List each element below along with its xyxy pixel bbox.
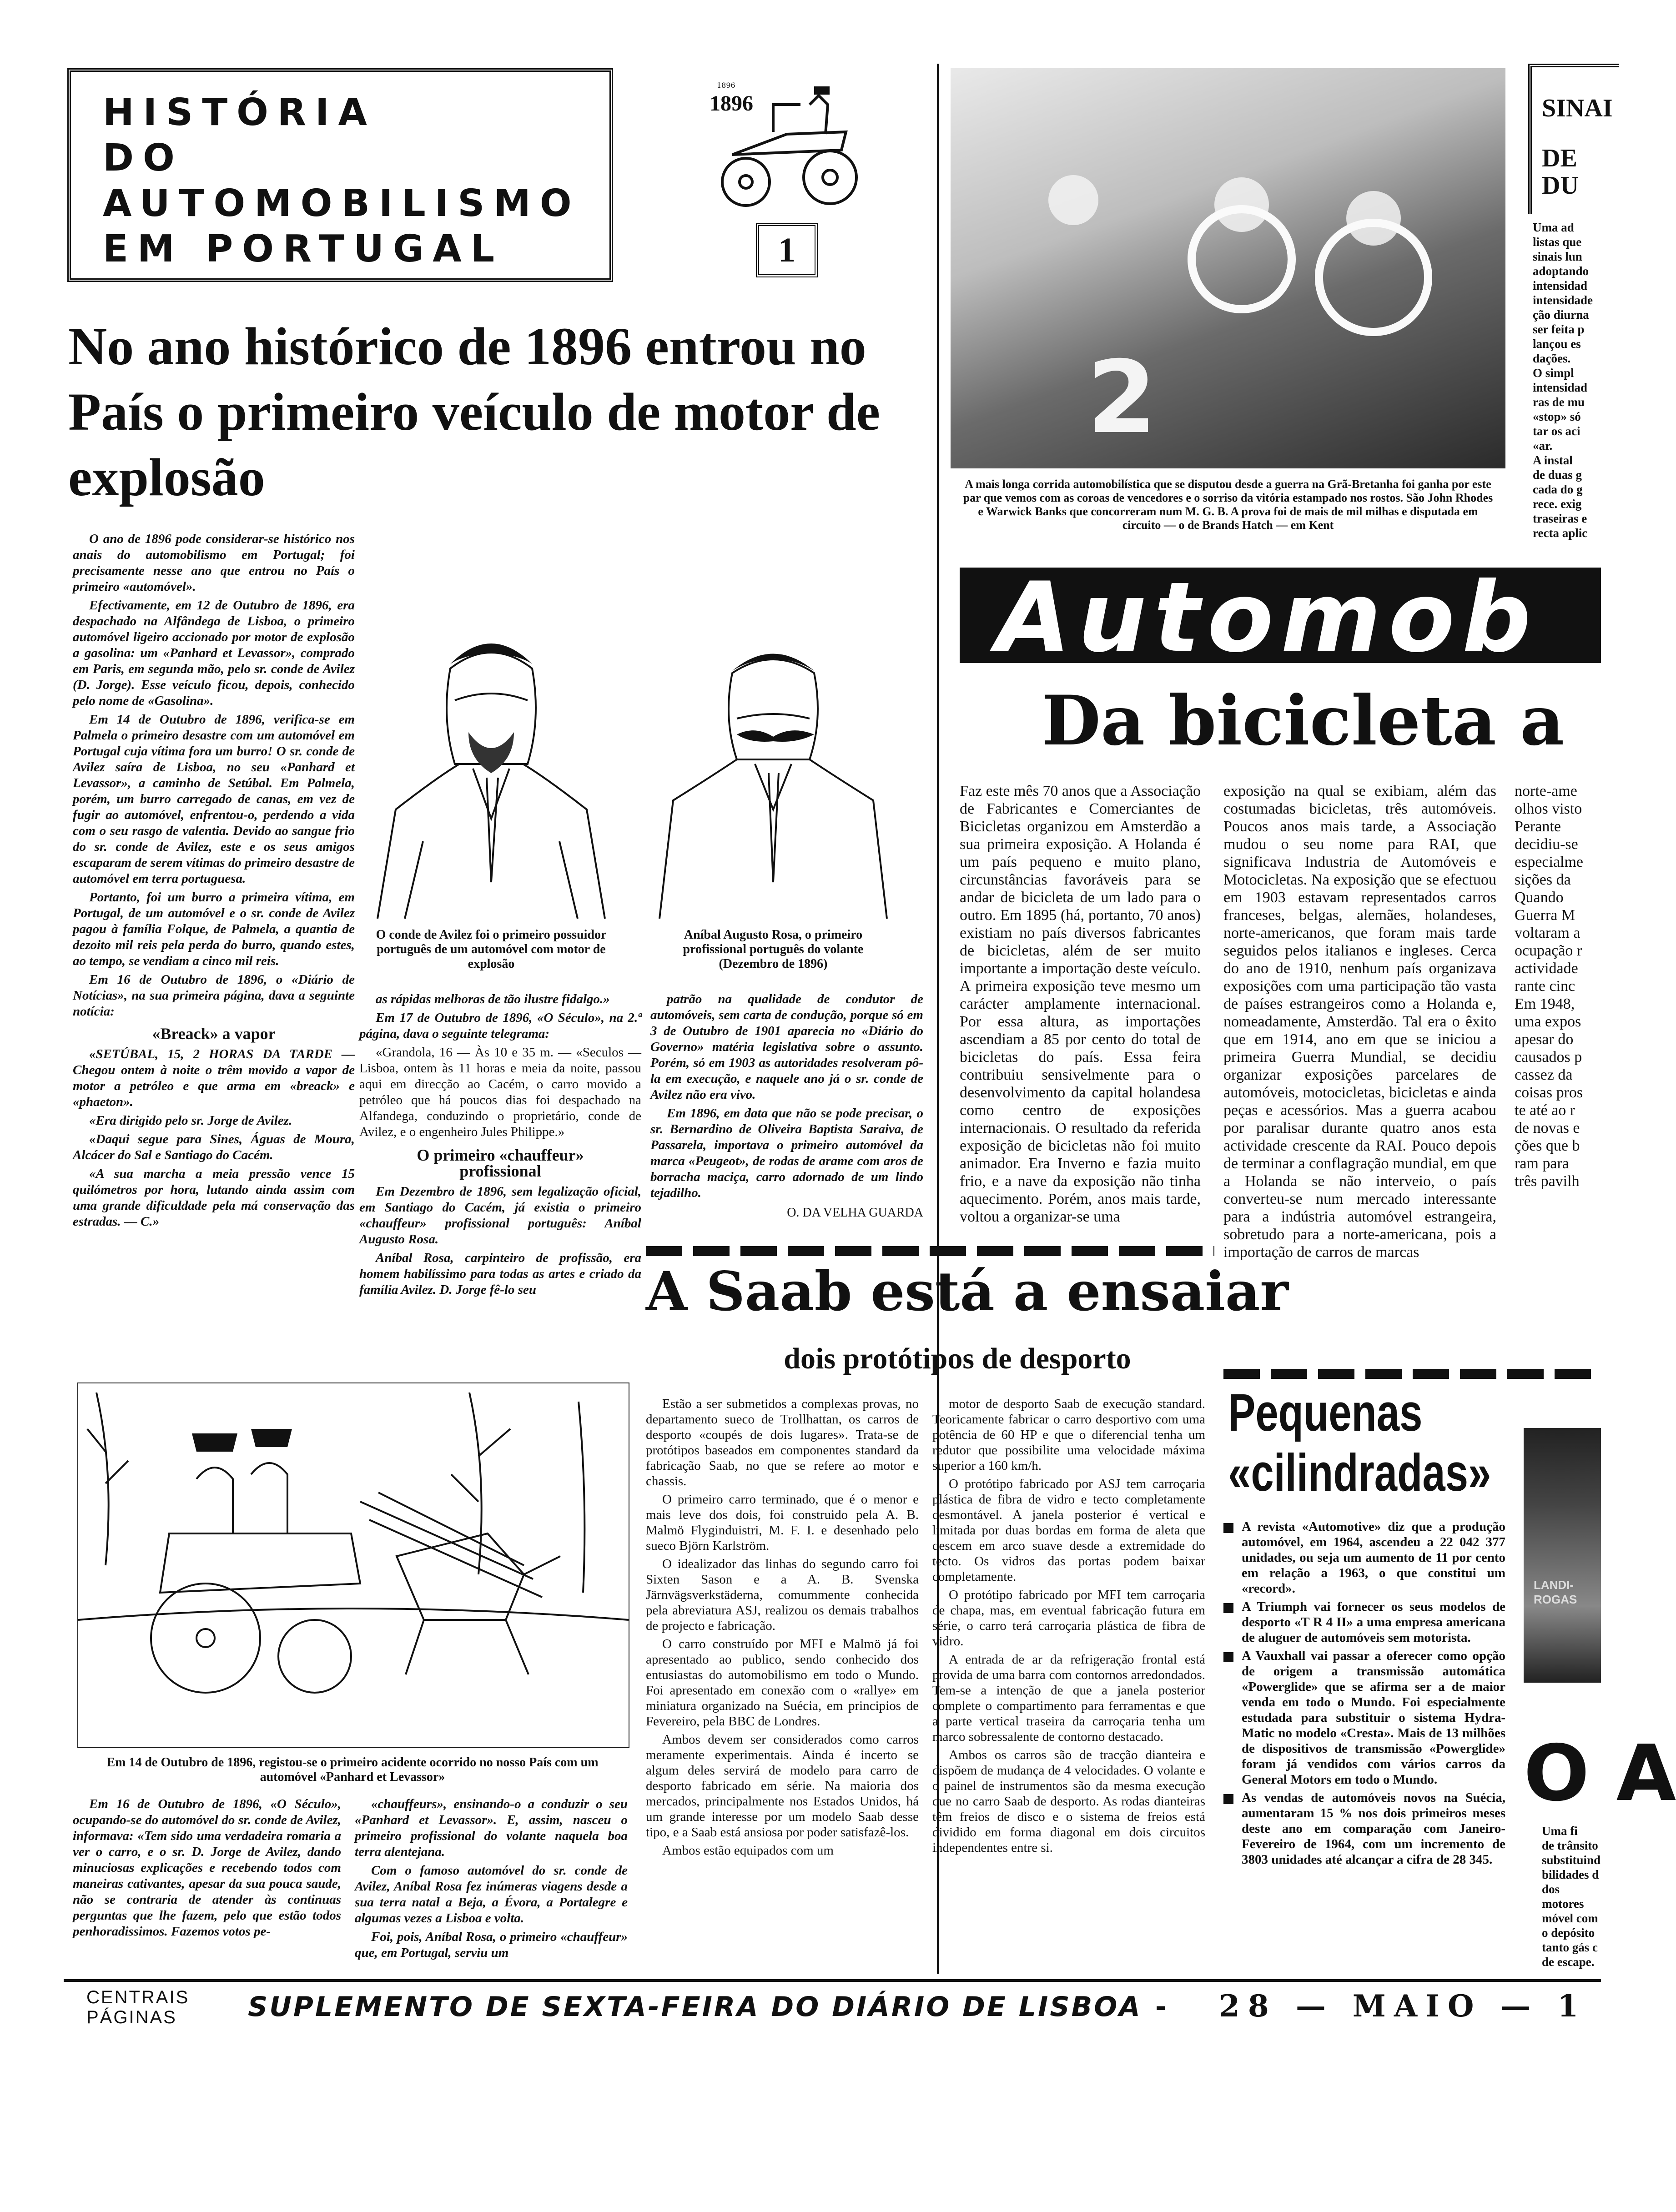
sidebar-signals-box xyxy=(1528,64,1619,214)
text-line: apesar do xyxy=(1515,1031,1574,1048)
paragraph: Com o famoso automóvel do sr. conde de Avilez, Aníbal Rosa fez inúmeras viagens desde a sua terra natal a Beja, a Évora, a Portalegre e algumas vezes a Lisboa e volta. xyxy=(355,1863,628,1925)
text-line: de duas g xyxy=(1533,468,1582,482)
pequenas-list xyxy=(1223,1519,1505,1870)
text-line: especialme xyxy=(1515,854,1584,870)
paragraph: Em 1896, em data que não se pode precisar, o sr. Bernardino de Oliveira Baptista Saraiva, de Passarela, importava o primeiro automóvel da marca «Peugeot», de rodas de arame com aros de borracha maciça, carro adornado de um lindo tejadilho. xyxy=(650,1106,923,1200)
pequenas-headline-line: Pequenas xyxy=(1228,1383,1423,1442)
text-line: de trânsito xyxy=(1542,1839,1598,1852)
accident-illustration xyxy=(77,1382,629,1748)
text-line: rece. exig xyxy=(1533,497,1582,511)
portrait-rosa xyxy=(646,628,901,919)
series-header-box xyxy=(67,68,735,282)
text-line: causados p xyxy=(1515,1049,1582,1066)
banner-text: Automob xyxy=(996,561,1539,674)
pequenas-headline xyxy=(1228,1382,1491,1503)
text-line: de novas e xyxy=(1515,1120,1580,1136)
text-line: Quando xyxy=(1515,889,1564,906)
article-column-4 xyxy=(73,1796,341,1942)
byline: O. DA VELHA GUARDA xyxy=(787,1206,923,1220)
caption-avilez: O conde de Avilez foi o primeiro possuidor português de um automóvel com motor de explosão xyxy=(376,928,607,971)
text-line: adoptando xyxy=(1533,264,1589,278)
text-line: móvel com xyxy=(1542,1911,1598,1925)
list-item: A Triumph vai fornecer os seus modelos de desporto «T R 4 II» a uma empresa americana de aluguer de automóveis sem motorista. xyxy=(1223,1599,1505,1645)
paragraph: Efectivamente, em 12 de Outubro de 1896, era despachado na Alfândega de Lisboa, o primeiro automóvel ligeiro accionado por motor de explosão a gasolina: um «Panhard et Levassor», comprado em Paris, em segunda mão, pelo sr. conde de Avilez (D. Jorge). Esse veículo ficou, depois, conhecido pelo nome de «Gasolina». xyxy=(73,598,355,708)
automobile-column-c xyxy=(1515,782,1601,1190)
article-column-1 xyxy=(73,531,355,1232)
text-line: Em 1948, xyxy=(1515,995,1575,1012)
text-line: sições da xyxy=(1515,871,1571,888)
paragraph: as rápidas melhoras de tão ilustre fidalgo.» xyxy=(376,992,610,1006)
svg-text:2: 2 xyxy=(1087,339,1157,456)
text-line: actividade xyxy=(1515,960,1578,977)
text-line: ção diurna xyxy=(1533,308,1589,322)
footer-dash: - xyxy=(1155,1991,1167,2023)
paragraph: Estão a ser submetidos a complexas provas, no departamento sueco de Trollhattan, os carros de desporto «coupés de dois lugares». Trata-se de protótipos baseados em componentes standard da fabricação Saab, no que se refere ao motor e chassis. xyxy=(646,1397,919,1488)
article-column-2 xyxy=(359,991,641,1301)
main-headline: No ano histórico de 1896 entrou no País o primeiro veículo de motor de explosão xyxy=(68,317,881,507)
paragraph: O carro construído por MFI e Malmö já foi apresentado ao publico, sendo conhecido dos entusiastas do automobilismo em todo o Mundo. Foi apresentado em conexão com o «rallye» em miniatura organizado na Suécia, em principios de Fevereiro, pela BBC de Londres. xyxy=(646,1637,919,1729)
text-line: traseiras e xyxy=(1533,512,1587,525)
footer-section-line: CENTRAIS xyxy=(86,1987,190,2007)
right-photo xyxy=(1524,1428,1601,1683)
caption-accident: Em 14 de Outubro de 1896, registou-se o primeiro acidente ocorrido no nosso País com um automóvel «Panhard et Levassor» xyxy=(106,1755,599,1784)
caption-rosa: Aníbal Augusto Rosa, o primeiro profissional português do volante (Dezembro de 1896) xyxy=(683,928,864,971)
text-line: Uma ad xyxy=(1533,221,1574,234)
text-line: listas que xyxy=(1533,235,1582,249)
series-title-line: AUTOMOBILISMO xyxy=(103,182,581,225)
text-line: uma expos xyxy=(1515,1013,1581,1030)
text-line: Uma fi xyxy=(1542,1824,1578,1838)
list-item: A Vauxhall vai passar a oferecer como opção de origem a transmissão automática «Powerglide» que se afirma ser a de maior venda em todo o Mundo. Foi especialmente estudada para substituir o sistema Hydra-Matic no modelo «Cresta». Mais de 13 milhões de dispositivos de transmissão «Powerglide» foram já vendidos com vários carros da General Motors em todo o Mundo. xyxy=(1223,1648,1505,1787)
text-line: voltaram a xyxy=(1515,925,1580,941)
series-title-line: HISTÓRIA xyxy=(103,91,376,134)
text-line: tanto gás c xyxy=(1542,1941,1598,1954)
text-line: «ar. xyxy=(1533,439,1553,452)
text-line: coisas pros xyxy=(1515,1084,1583,1101)
series-number: 1 xyxy=(778,231,795,269)
text-line: ram para xyxy=(1515,1155,1569,1172)
text-line: norte-ame xyxy=(1515,783,1577,799)
text-line: cada do g xyxy=(1533,483,1583,496)
paragraph: Em 17 de Outubro de 1896, «O Século», na 2.ª página, dava o seguinte telegrama: xyxy=(359,1010,641,1041)
series-title-line: DO xyxy=(103,136,184,180)
breack-heading: «Breack» a vapor xyxy=(152,1025,276,1043)
text-line: sinais lun xyxy=(1533,250,1582,263)
paragraph: «A sua marcha a meia pressão vence 15 quilómetros por hora, lutando ainda assim com uma grande dificuldade pela má conservação das estradas. — C.» xyxy=(73,1166,355,1229)
winners-photo-icon xyxy=(951,68,1505,468)
text-line: cassez da xyxy=(1515,1066,1573,1083)
footer-rule xyxy=(64,1979,1601,1982)
text-line: recta aplic xyxy=(1533,526,1588,540)
text-line: ocupação r xyxy=(1515,942,1582,959)
text-line: ções que b xyxy=(1515,1137,1580,1154)
list-item: As vendas de automóveis novos na Suécia, aumentaram 15 % nos dois primeiros meses deste ano em comparação com Janeiro-Fevereiro de 1964, com um incremento de 3803 unidades até alcançar a cifra de 28 345. xyxy=(1223,1790,1505,1867)
paragraph: «chauffeurs», ensinando-o a conduzir o seu «Panhard et Levassor». E, assim, nasceu o primeiro profissional do volante naquela boa terra alentejana. xyxy=(355,1797,628,1859)
sidebar-title-line: SINAI xyxy=(1542,94,1613,122)
text-line: tar os aci xyxy=(1533,424,1580,438)
series-number-box xyxy=(756,223,818,277)
caption-race-photo: A mais longa corrida automobilística que se disputou desde a guerra na Grã-Bretanha foi ganha por este par que vemos com as coroas de vencedores e o sorriso da vitória estampado nos rostos. São John Rhodes e Warwick Banks que concorreram num M. G. B. A prova foi de mais de mil milhas e disputada em circuito — o de Brands Hatch — em Kent xyxy=(963,478,1493,532)
right-bottom-big-letters: O A xyxy=(1524,1729,1676,1819)
paragraph: Em 16 de Outubro de 1896, «O Século», ocupando-se do automóvel do sr. conde de Avilez, informava: «Tem sido uma verdadeira romaria a ver o carro, e o sr. D. Jorge de Avilez, dando minuciosas explicações e recebendo todos com maneiras cativantes, apesar da sua pouca saude, não se contraria de atender às continuas perguntas que lhe fazem, pelo que estão todos penhoradissimos. Fazemos votos pe- xyxy=(73,1797,341,1939)
text-line: intensidad xyxy=(1533,279,1588,292)
text-line: bilidades d xyxy=(1542,1868,1599,1881)
automobile-headline: Da bicicleta a xyxy=(1042,681,1565,761)
chauffeur-heading: O primeiro «chauffeur» profissional xyxy=(417,1146,584,1180)
text-line: lançou es xyxy=(1533,337,1581,351)
text-line: dos motores xyxy=(1542,1882,1584,1910)
right-photo-label: ROGAS xyxy=(1534,1593,1577,1606)
text-line: O simpl xyxy=(1533,366,1574,380)
text-line: ras de mu xyxy=(1533,395,1585,409)
paragraph: A entrada de ar da refrigeração frontal está provida de uma barra com contornos arredondados. Tem-se a intenção de que a janela posterior complete o compartimento para ferramentas e que a parte vertical traseira da carroçaria tenha um marco sobressalente de contorno destacado. xyxy=(932,1652,1205,1744)
article-column-5 xyxy=(355,1796,628,1964)
text-line: olhos visto xyxy=(1515,800,1582,817)
series-title xyxy=(103,90,581,272)
text-line: te até ao r xyxy=(1515,1102,1575,1119)
text-line: decidiu-se xyxy=(1515,836,1578,853)
paragraph: Em Dezembro de 1896, sem legalização oficial, em Santiago do Cacém, já existia o primeiro «chauffeur» profissional português: Aníbal Augusto Rosa. xyxy=(359,1184,641,1247)
paragraph: patrão na qualidade de condutor de automóveis, sem carta de condução, porque só em 3 de Outubro de 1901 aparecia no «Diário do Governo» matéria legislativa sobre o assunto. Porém, só em 1903 as autoridades resolveram pô-la em execução, e naquele ano já o sr. conde de Avilez não era vivo. xyxy=(650,992,923,1102)
paragraph: Em 16 de Outubro de 1896, o «Diário de Notícias», na sua primeira página, dava a seguinte notícia: xyxy=(73,972,355,1019)
paragraph: Aníbal Rosa, carpinteiro de profissão, era homem habilíssimo para todas as artes e criado da família Avilez. D. Jorge fê-lo seu xyxy=(359,1251,641,1297)
paragraph: O protótipo fabricado por ASJ tem carroçaria plástica de fibra de vidro e tecto completamente desmontável. A janela posterior é vertical e limitada por duas bordas em forma de aleta que descem em arco suave desde a extremidade do tecto. Os vidros das portas podem baixar completamente. xyxy=(932,1477,1205,1584)
paragraph: O protótipo fabricado por MFI tem carroçaria de chapa, mas, em eventual fabricação futura em série, o carro terá carroçaria plástica de fibra de vidro. xyxy=(932,1588,1205,1649)
text-line: intensidade xyxy=(1533,293,1593,307)
paragraph: «Daqui segue para Sines, Águas de Moura, Alcácer do Sal e Santiago do Cacém. xyxy=(73,1132,355,1162)
accident-drawing-icon xyxy=(78,1383,629,1747)
pequenas-headline-line: «cilindradas» xyxy=(1228,1443,1491,1502)
race-winners-photo xyxy=(951,68,1505,468)
paragraph: Foi, pois, Aníbal Rosa, o primeiro «chauffeur» que, em Portugal, serviu um xyxy=(355,1930,628,1960)
paragraph: O ano de 1896 pode considerar-se histórico nos anais do automobilismo em Portugal; foi precisamente nesse ano que entrou no País o primeiro «automóvel». xyxy=(73,532,355,594)
paragraph: Ambos estão equipados com um xyxy=(662,1843,834,1858)
list-item: A revista «Automotive» diz que a produção automóvel, em 1964, ascendeu a 22 042 377 unidades, ou seja um aumento de 11 por cento em relação a 1963, o que constitui um «record». xyxy=(1223,1519,1505,1596)
footer-section-label xyxy=(86,1987,189,2027)
paragraph: Em 14 de Outubro de 1896, verifica-se em Palmela o primeiro desastre com um automóvel em Portugal cuja vítima fora um burro! O sr. conde de Avilez saíra de Lisboa, no seu «Panhard et Levassor», a caminho de Setúbal. Em Palmela, porém, um burro carregado de canas, em vez de fugir ao automóvel, enfrentou-o, perdendo a vida com o seu rasgo de valentia. Devido ao sangue frio do sr. conde de Avilez, este e os seus amigos escaparam de serem vítimas do primeiro desastre de automóvel em terra portuguesa. xyxy=(73,712,355,886)
text-line: ser feita p xyxy=(1533,322,1585,336)
logo-year-label: 1896 xyxy=(710,91,753,116)
dashed-separator xyxy=(1223,1369,1601,1379)
saab-headline: A Saab está a ensaiar xyxy=(646,1260,1288,1323)
text-line: A instal xyxy=(1533,453,1573,467)
right-bottom-text xyxy=(1542,1824,1601,1969)
saab-subheadline: dois protótipos de desporto xyxy=(784,1342,1131,1375)
text-line: três pavilh xyxy=(1515,1173,1580,1190)
footer-supplement-title: SUPLEMENTO DE SEXTA-FEIRA DO DIÁRIO DE LISBOA xyxy=(248,1991,1142,2023)
paragraph: Ambos os carros são de tracção dianteira e dispõem de mudança de 4 velocidades. O volante e o painel de instrumentos são da mesma execução que no carro Saab de desporto. As rodas dianteiras têm freios de disco e o sistema de freios está dividido em forma diagonal em dois circuitos independentes entre si. xyxy=(932,1748,1205,1855)
text-line: o depósito xyxy=(1542,1926,1595,1940)
saab-column-2 xyxy=(932,1396,1205,1858)
paragraph: O idealizador das linhas do segundo carro foi Sixten Sason e a A. B. Svenska Järnvägsverkstäderna, comummente conhecida pela abreviatura ASJ, realizou os demais trabalhos de projecto e fabricação. xyxy=(646,1557,919,1633)
footer-date: 28 — MAIO — 1 xyxy=(1219,1988,1587,2024)
automobile-column-a: Faz este mês 70 anos que a Associação de Fabricantes e Comerciantes de Bicicletas organizou em Amsterdão a sua primeira exposição. A Holanda é um país pequeno e muito plano, circunstâncias favoráveis para se andar de bicicleta de um lado para o outro. Em 1895 (há, portanto, 70 anos) existiam no país diversos fabricantes de bicicletas, além de ser muito importante a importação deste veículo. A primeira exposição teve mesmo um carácter amplamente internacional. Por essa altura, as importações ascendiam a 85 por cento do total de bicicletas do país. Essa feira contribuiu sensivelmente para o desenvolvimento da capital holandesa como centro de exposições internacionais. O resultado da referida exposição de bicicletas não foi muito animador. Era Inverno e fazia muito frio, e a nave da exposição não tinha aquecimento. Porém, anos mais tarde, voltou a organizar-se uma xyxy=(960,783,1201,1225)
paragraph: motor de desporto Saab de execução standard. Teoricamente fabricar o carro desportivo com uma potência de 60 HP e que o diferencial tenha um redutor que possibilite uma velocidade máxima superior a 160 km/h. xyxy=(932,1397,1205,1473)
right-photo-label: LANDI- xyxy=(1534,1578,1574,1592)
paragraph: «SETÚBAL, 15, 2 HORAS DA TARDE — Chegou ontem à noite o trêm movido a vapor de motor a petróleo e que arma em «breack» e «phaeton». xyxy=(73,1047,355,1109)
sidebar-title-line: DE DU xyxy=(1542,144,1579,200)
text-line: de escape. xyxy=(1542,1955,1595,1969)
text-line: rante cinc xyxy=(1515,978,1575,995)
text-line: dações. xyxy=(1533,352,1571,365)
paragraph: «Grandola, 16 — Às 10 e 35 m. — «Seculos — Lisboa, ontem às 11 horas e meia da noite, passou aqui em direcção ao Cacém, o carro movido a petróleo que há poucos dias foi despachado na Alfandega, conduzindo o proprietário, conde de Avilez, e o engenheiro Jules Philippe.» xyxy=(359,1045,641,1139)
automobile-column-b: exposição na qual se exibiam, além das costumadas bicicletas, três automóveis. Poucos anos mais tarde, a Associação mudou o seu nome para RAI, que significava Industria de Automóveis e Motocicletas. Na exposição que se efectuou em 1903 estavam representados carros franceses, belgas, alemães, holandeses, norte-americanos, que foram mais tarde seguidos pelos italianos e ingleses. Cerca do ano de 1910, nenhum país organizava exposições com uma participação tão vasta de países estrangeiros como a Holanda e, nomeadamente, Amsterdão. Tal era o êxito que em 1914, ano em que se iniciou a primeira Guerra Mundial, se decidiu organizar exposições parcelares de automóveis, motocicletas, bicicletas e ainda peças e acessórios. Mas a guerra acabou por paralisar durante quatro anos esta actividade crescente da RAI. Pouco depois de terminar a conflagração mundial, em que a Holanda se não interveio, o país converteu-se num mercado interessante para a indústria automóvel estrangeira, sobretudo para a norte-americana, pois a importação de carros de marcas xyxy=(1223,783,1496,1261)
text-line: Guerra M xyxy=(1515,907,1575,924)
footer-section-line: PÁGINAS xyxy=(86,2007,177,2027)
series-title-line: EM PORTUGAL xyxy=(103,227,503,271)
sidebar-signals-text xyxy=(1533,220,1601,540)
saab-column-1 xyxy=(646,1396,919,1861)
logo-year: 1896 xyxy=(717,81,735,90)
paragraph: «Era dirigido pelo sr. Jorge de Avilez. xyxy=(89,1113,292,1128)
text-line: Perante xyxy=(1515,818,1561,835)
dashed-separator xyxy=(646,1246,1214,1256)
text-line: «stop» só xyxy=(1533,410,1581,423)
text-line: intensidad xyxy=(1533,381,1588,394)
article-column-3 xyxy=(650,991,923,1221)
paragraph: Ambos devem ser considerados como carros meramente experimentais. Ainda é incerto se algum deles servirá de modelo para carro de desporto fabricado em série. Na maioria dos mercados, principalmente nos Estados Unidos, há um grande interesse por um modelo Saab desse tipo, e a Saab está ansiosa por poder satisfazê-los. xyxy=(646,1732,919,1840)
portrait-avilez xyxy=(368,628,614,919)
paragraph: Portanto, foi um burro a primeira vítima, em Portugal, de um automóvel e o sr. conde de Avilez pagou à família Folque, de Palmela, a quantia de dezoito mil reis pela perda do burro, quando estes, ao tempo, se vendiam a cinco mil reis. xyxy=(73,890,355,968)
antique-car-logo-icon xyxy=(705,77,869,214)
automobile-banner xyxy=(960,561,1601,674)
paragraph: O primeiro carro terminado, que é o menor e mais leve dos dois, foi construido pela A. B. Malmö Flyginduistri, M. F. I. e desenhado pelo sueco Björn Karlström. xyxy=(646,1492,919,1553)
text-line: substituind xyxy=(1542,1853,1601,1867)
